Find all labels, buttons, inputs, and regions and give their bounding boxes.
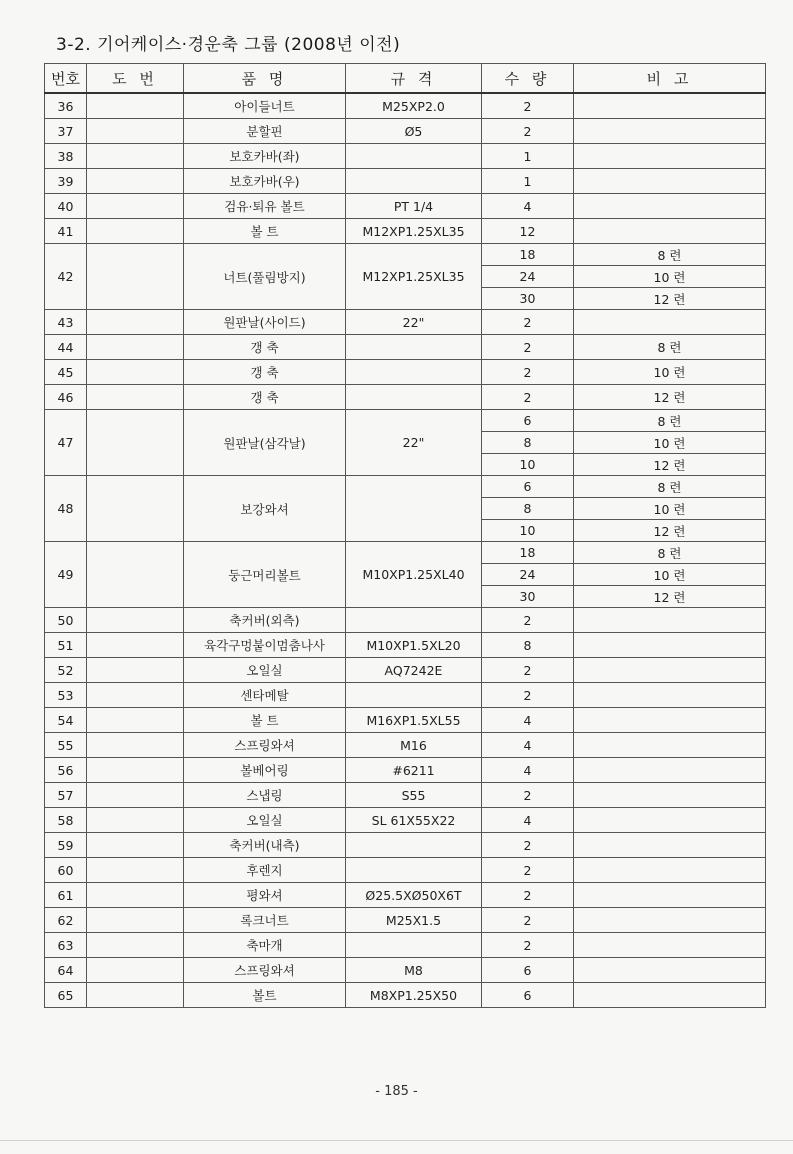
cell-number: 41 xyxy=(45,219,87,244)
cell-remarks xyxy=(574,219,766,244)
cell-drawing-no xyxy=(87,385,184,410)
cell-quantity: 2 xyxy=(482,833,574,858)
cell-remarks xyxy=(574,983,766,1008)
cell-part-name: 보호카바(좌) xyxy=(184,144,346,169)
cell-quantity: 8 xyxy=(482,432,574,454)
table-row xyxy=(45,808,766,833)
cell-part-name: 둥근머리볼트 xyxy=(184,542,346,608)
cell-drawing-no xyxy=(87,833,184,858)
cell-number: 57 xyxy=(45,783,87,808)
cell-quantity: 6 xyxy=(482,983,574,1008)
cell-drawing-no xyxy=(87,335,184,360)
cell-quantity: 18 xyxy=(482,244,574,266)
cell-remarks: 8 련 xyxy=(574,335,766,360)
table-row xyxy=(45,93,766,119)
cell-remarks: 10 련 xyxy=(574,498,766,520)
cell-spec: M8 xyxy=(346,958,482,983)
cell-part-name: 오일실 xyxy=(184,808,346,833)
cell-remarks xyxy=(574,633,766,658)
cell-quantity: 2 xyxy=(482,385,574,410)
cell-remarks: 8 련 xyxy=(574,476,766,498)
header-spec: 규 격 xyxy=(346,64,482,94)
cell-part-name: 축마개 xyxy=(184,933,346,958)
table-row xyxy=(45,476,766,498)
cell-part-name: 원판날(사이드) xyxy=(184,310,346,335)
cell-number: 62 xyxy=(45,908,87,933)
cell-remarks xyxy=(574,194,766,219)
table-row xyxy=(45,219,766,244)
cell-spec: M25X1.5 xyxy=(346,908,482,933)
cell-remarks: 12 련 xyxy=(574,520,766,542)
cell-part-name: 육각구멍붙이멈춤나사 xyxy=(184,633,346,658)
cell-drawing-no xyxy=(87,633,184,658)
cell-drawing-no xyxy=(87,658,184,683)
cell-quantity: 1 xyxy=(482,144,574,169)
parts-table-body xyxy=(45,93,766,1008)
cell-drawing-no xyxy=(87,310,184,335)
cell-drawing-no xyxy=(87,244,184,310)
cell-part-name: 스프링와셔 xyxy=(184,958,346,983)
cell-part-name: 스냅링 xyxy=(184,783,346,808)
table-row xyxy=(45,633,766,658)
cell-remarks xyxy=(574,808,766,833)
cell-remarks xyxy=(574,858,766,883)
cell-part-name: 후렌지 xyxy=(184,858,346,883)
cell-quantity: 18 xyxy=(482,542,574,564)
cell-remarks: 8 련 xyxy=(574,244,766,266)
cell-spec: Ø5 xyxy=(346,119,482,144)
cell-part-name: 볼트 xyxy=(184,983,346,1008)
cell-number: 54 xyxy=(45,708,87,733)
cell-quantity: 1 xyxy=(482,169,574,194)
cell-spec xyxy=(346,169,482,194)
cell-remarks xyxy=(574,169,766,194)
cell-drawing-no xyxy=(87,858,184,883)
table-row xyxy=(45,244,766,266)
cell-number: 36 xyxy=(45,93,87,119)
table-row xyxy=(45,933,766,958)
cell-drawing-no xyxy=(87,119,184,144)
cell-quantity: 8 xyxy=(482,633,574,658)
cell-remarks xyxy=(574,883,766,908)
cell-spec: SL 61X55X22 xyxy=(346,808,482,833)
cell-remarks xyxy=(574,93,766,119)
cell-drawing-no xyxy=(87,808,184,833)
cell-number: 61 xyxy=(45,883,87,908)
table-row xyxy=(45,385,766,410)
header-quantity: 수 량 xyxy=(482,64,574,94)
cell-spec: 22" xyxy=(346,410,482,476)
header-remarks: 비 고 xyxy=(574,64,766,94)
cell-drawing-no xyxy=(87,683,184,708)
cell-part-name: 원판날(삼각날) xyxy=(184,410,346,476)
cell-spec xyxy=(346,858,482,883)
table-row xyxy=(45,733,766,758)
cell-part-name: 볼 트 xyxy=(184,708,346,733)
cell-drawing-no xyxy=(87,410,184,476)
cell-drawing-no xyxy=(87,783,184,808)
cell-spec: M8XP1.25X50 xyxy=(346,983,482,1008)
cell-spec xyxy=(346,683,482,708)
cell-spec: M10XP1.5XL20 xyxy=(346,633,482,658)
cell-quantity: 6 xyxy=(482,410,574,432)
cell-part-name: 아이들너트 xyxy=(184,93,346,119)
cell-remarks: 12 련 xyxy=(574,385,766,410)
cell-spec: M12XP1.25XL35 xyxy=(346,244,482,310)
cell-remarks xyxy=(574,119,766,144)
cell-number: 64 xyxy=(45,958,87,983)
cell-remarks: 10 련 xyxy=(574,266,766,288)
cell-quantity: 6 xyxy=(482,476,574,498)
cell-number: 60 xyxy=(45,858,87,883)
cell-remarks xyxy=(574,708,766,733)
cell-part-name: 갱 축 xyxy=(184,360,346,385)
cell-part-name: 분할핀 xyxy=(184,119,346,144)
cell-part-name: 축커버(내측) xyxy=(184,833,346,858)
cell-number: 42 xyxy=(45,244,87,310)
cell-number: 40 xyxy=(45,194,87,219)
cell-number: 59 xyxy=(45,833,87,858)
table-row xyxy=(45,708,766,733)
cell-number: 49 xyxy=(45,542,87,608)
cell-part-name: 검유·퇴유 볼트 xyxy=(184,194,346,219)
cell-part-name: 갱 축 xyxy=(184,335,346,360)
cell-number: 50 xyxy=(45,608,87,633)
header-number: 번호 xyxy=(45,64,87,94)
cell-number: 56 xyxy=(45,758,87,783)
cell-quantity: 10 xyxy=(482,454,574,476)
cell-drawing-no xyxy=(87,908,184,933)
cell-drawing-no xyxy=(87,93,184,119)
cell-remarks xyxy=(574,144,766,169)
cell-drawing-no xyxy=(87,883,184,908)
cell-spec: M16 xyxy=(346,733,482,758)
cell-spec: M25XP2.0 xyxy=(346,93,482,119)
cell-remarks xyxy=(574,908,766,933)
cell-number: 65 xyxy=(45,983,87,1008)
cell-drawing-no xyxy=(87,542,184,608)
cell-remarks xyxy=(574,310,766,335)
cell-part-name: 평와셔 xyxy=(184,883,346,908)
cell-drawing-no xyxy=(87,169,184,194)
table-row xyxy=(45,833,766,858)
cell-quantity: 2 xyxy=(482,858,574,883)
cell-drawing-no xyxy=(87,983,184,1008)
cell-spec: AQ7242E xyxy=(346,658,482,683)
table-row xyxy=(45,608,766,633)
cell-quantity: 4 xyxy=(482,808,574,833)
cell-part-name: 축커버(외측) xyxy=(184,608,346,633)
cell-spec: PT 1/4 xyxy=(346,194,482,219)
cell-spec: S55 xyxy=(346,783,482,808)
cell-quantity: 2 xyxy=(482,783,574,808)
cell-quantity: 2 xyxy=(482,658,574,683)
table-row xyxy=(45,658,766,683)
header-row xyxy=(45,64,766,94)
cell-part-name: 보강와셔 xyxy=(184,476,346,542)
cell-number: 43 xyxy=(45,310,87,335)
cell-drawing-no xyxy=(87,758,184,783)
table-row xyxy=(45,883,766,908)
cell-spec: Ø25.5XØ50X6T xyxy=(346,883,482,908)
cell-spec xyxy=(346,144,482,169)
cell-number: 46 xyxy=(45,385,87,410)
table-row xyxy=(45,335,766,360)
cell-number: 53 xyxy=(45,683,87,708)
cell-quantity: 4 xyxy=(482,194,574,219)
cell-drawing-no xyxy=(87,360,184,385)
cell-remarks xyxy=(574,758,766,783)
cell-drawing-no xyxy=(87,144,184,169)
cell-number: 44 xyxy=(45,335,87,360)
cell-quantity: 30 xyxy=(482,288,574,310)
table-row xyxy=(45,169,766,194)
cell-part-name: 볼베어링 xyxy=(184,758,346,783)
cell-spec: M16XP1.5XL55 xyxy=(346,708,482,733)
cell-number: 55 xyxy=(45,733,87,758)
cell-part-name: 보호카바(우) xyxy=(184,169,346,194)
table-row xyxy=(45,144,766,169)
table-row xyxy=(45,783,766,808)
cell-drawing-no xyxy=(87,733,184,758)
cell-number: 48 xyxy=(45,476,87,542)
table-row xyxy=(45,683,766,708)
table-row xyxy=(45,542,766,564)
cell-remarks: 12 련 xyxy=(574,454,766,476)
cell-number: 38 xyxy=(45,144,87,169)
cell-quantity: 30 xyxy=(482,586,574,608)
cell-number: 63 xyxy=(45,933,87,958)
cell-number: 52 xyxy=(45,658,87,683)
table-row xyxy=(45,858,766,883)
cell-remarks: 10 련 xyxy=(574,564,766,586)
cell-spec: #6211 xyxy=(346,758,482,783)
cell-quantity: 2 xyxy=(482,908,574,933)
cell-quantity: 2 xyxy=(482,933,574,958)
cell-remarks xyxy=(574,608,766,633)
cell-part-name: 스프링와셔 xyxy=(184,733,346,758)
cell-spec xyxy=(346,933,482,958)
cell-number: 58 xyxy=(45,808,87,833)
cell-remarks xyxy=(574,783,766,808)
cell-part-name: 갱 축 xyxy=(184,385,346,410)
table-row xyxy=(45,119,766,144)
cell-remarks xyxy=(574,658,766,683)
cell-spec xyxy=(346,608,482,633)
cell-quantity: 2 xyxy=(482,360,574,385)
cell-spec xyxy=(346,335,482,360)
table-row xyxy=(45,410,766,432)
cell-drawing-no xyxy=(87,958,184,983)
page-edge-line xyxy=(0,1140,793,1141)
cell-quantity: 24 xyxy=(482,564,574,586)
cell-quantity: 2 xyxy=(482,119,574,144)
table-row xyxy=(45,908,766,933)
page-title: 3-2. 기어케이스·경운축 그룹 (2008년 이전) xyxy=(56,35,401,55)
cell-remarks: 8 련 xyxy=(574,410,766,432)
table-row xyxy=(45,194,766,219)
cell-quantity: 24 xyxy=(482,266,574,288)
cell-part-name: 록크너트 xyxy=(184,908,346,933)
cell-remarks: 12 련 xyxy=(574,288,766,310)
cell-remarks xyxy=(574,733,766,758)
cell-spec: 22" xyxy=(346,310,482,335)
header-drawing-no: 도 번 xyxy=(87,64,184,94)
cell-drawing-no xyxy=(87,476,184,542)
cell-quantity: 2 xyxy=(482,93,574,119)
cell-quantity: 4 xyxy=(482,758,574,783)
cell-part-name: 센타메탈 xyxy=(184,683,346,708)
table-row xyxy=(45,310,766,335)
cell-part-name: 볼 트 xyxy=(184,219,346,244)
cell-number: 37 xyxy=(45,119,87,144)
cell-part-name: 너트(풀림방지) xyxy=(184,244,346,310)
cell-quantity: 2 xyxy=(482,883,574,908)
cell-drawing-no xyxy=(87,608,184,633)
header-part-name: 품 명 xyxy=(184,64,346,94)
cell-remarks: 10 련 xyxy=(574,360,766,385)
cell-spec: M10XP1.25XL40 xyxy=(346,542,482,608)
cell-remarks: 8 련 xyxy=(574,542,766,564)
cell-number: 45 xyxy=(45,360,87,385)
table-row xyxy=(45,983,766,1008)
cell-quantity: 6 xyxy=(482,958,574,983)
cell-quantity: 12 xyxy=(482,219,574,244)
cell-drawing-no xyxy=(87,708,184,733)
cell-number: 47 xyxy=(45,410,87,476)
cell-quantity: 4 xyxy=(482,733,574,758)
cell-quantity: 10 xyxy=(482,520,574,542)
cell-quantity: 2 xyxy=(482,608,574,633)
cell-spec xyxy=(346,360,482,385)
table-row xyxy=(45,758,766,783)
cell-quantity: 4 xyxy=(482,708,574,733)
cell-drawing-no xyxy=(87,933,184,958)
cell-spec: M12XP1.25XL35 xyxy=(346,219,482,244)
parts-table xyxy=(44,63,766,1008)
cell-quantity: 8 xyxy=(482,498,574,520)
table-row xyxy=(45,958,766,983)
cell-quantity: 2 xyxy=(482,683,574,708)
cell-drawing-no xyxy=(87,219,184,244)
cell-spec xyxy=(346,385,482,410)
cell-spec xyxy=(346,476,482,542)
table-row xyxy=(45,360,766,385)
cell-remarks: 12 련 xyxy=(574,586,766,608)
cell-remarks xyxy=(574,933,766,958)
cell-remarks xyxy=(574,833,766,858)
cell-remarks: 10 련 xyxy=(574,432,766,454)
page-number: - 185 - xyxy=(375,1084,418,1099)
cell-quantity: 2 xyxy=(482,335,574,360)
cell-drawing-no xyxy=(87,194,184,219)
cell-part-name: 오일실 xyxy=(184,658,346,683)
cell-spec xyxy=(346,833,482,858)
cell-remarks xyxy=(574,683,766,708)
cell-remarks xyxy=(574,958,766,983)
cell-number: 39 xyxy=(45,169,87,194)
cell-number: 51 xyxy=(45,633,87,658)
cell-quantity: 2 xyxy=(482,310,574,335)
